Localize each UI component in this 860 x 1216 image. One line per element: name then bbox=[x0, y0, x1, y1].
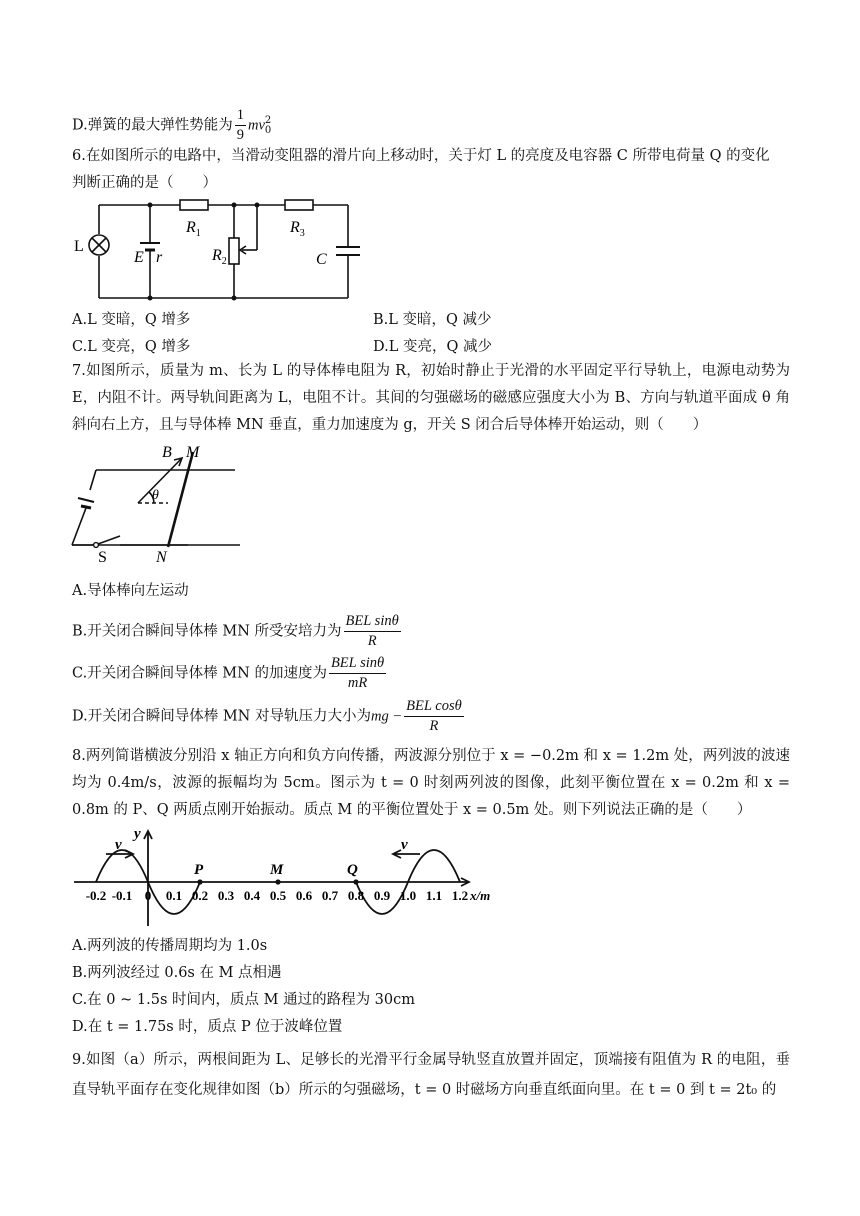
tick-label: 0.1 bbox=[165, 888, 183, 903]
tick-label: 0.5 bbox=[269, 888, 287, 903]
label-R2: $R_2$ bbox=[212, 247, 227, 267]
q5-option-d: D.弹簧的最大弹性势能为 $\frac{1}{9}$ mv 2 0 bbox=[72, 107, 272, 143]
label-theta: θ bbox=[152, 488, 159, 503]
fraction: $\frac{1}{9}$ bbox=[236, 107, 244, 143]
tick-label: 1.2 bbox=[451, 888, 469, 903]
tick-label: 0.4 bbox=[243, 888, 261, 903]
q8-stem: 8.两列简谐横波分别沿 x 轴正方向和负方向传播，两波源分别位于 x = −0.2m 和 x = 1.2m 处，两列波的波速均为 0.4m/s，波源的振幅均为 5cm。图示为 t = 0 时刻两列波的图像，此刻平衡位置在 x = 0.2m 和 x = 0.8m 的 P、Q 两质点刚开始振动。质点 M 的平衡位置处于 x = 0.5m 处。则下列说法正确的是（ ） bbox=[72, 748, 790, 818]
label-E: E bbox=[134, 249, 144, 266]
q8-option-b: B.两列波经过 0.6s 在 M 点相遇 bbox=[72, 965, 282, 981]
q7-option-c: C.开关闭合瞬间导体棒 MN 的加速度为 $\frac{\text{BEL sinθ}}{mR}$ bbox=[72, 655, 385, 691]
label-v-left: v bbox=[115, 837, 122, 853]
label-r: r bbox=[156, 249, 163, 266]
q6-circuit-diagram bbox=[74, 192, 374, 304]
label-v-right: v bbox=[401, 837, 408, 853]
label-Q: Q bbox=[347, 862, 358, 878]
label-C: C bbox=[316, 251, 327, 268]
q8-option-d: D.在 t = 1.75s 时，质点 P 位于波峰位置 bbox=[72, 1019, 343, 1035]
q7-stem: 7.如图所示，质量为 m、长为 L 的导体棒电阻为 R，初始时静止于光滑的水平固定平行导轨上，电源电动势为 E，内阻不计。两导轨间距离为 L，电阻不计。其间的匀强磁场的磁感应强度大小为 B、方向与轨道平面成 θ 角斜向右上方，且与导体棒 MN 垂直，重力加速度为 g，开关 S 闭合后导体棒开始运动，则（ ） bbox=[72, 363, 790, 433]
q6-option-b: B.L 变暗，Q 减少 bbox=[373, 312, 492, 328]
q6-option-a: A.L 变暗，Q 增多 bbox=[72, 312, 191, 328]
label-L: L bbox=[74, 238, 84, 255]
q7-option-d: D.开关闭合瞬间导体棒 MN 对导轨压力大小为mg − $\frac{\text{BEL cosθ}}{R}$ bbox=[72, 698, 462, 734]
q6-option-c: C.L 变亮，Q 增多 bbox=[72, 339, 191, 355]
label-B: B bbox=[162, 444, 172, 461]
q7-option-b: B.开关闭合瞬间导体棒 MN 所受安培力为 $\frac{\text{BEL sinθ}}{R}$ bbox=[72, 613, 399, 649]
tick-label: 0.6 bbox=[295, 888, 313, 903]
fraction: $\frac{\text{BEL sinθ}}{mR}$ bbox=[330, 655, 385, 691]
label-x-unit: x/m bbox=[470, 888, 491, 903]
q8-wave-graph bbox=[70, 822, 500, 930]
tick-label: 0 bbox=[144, 888, 152, 903]
tick-label: -0.2 bbox=[85, 888, 107, 903]
tick-label: 0.3 bbox=[217, 888, 235, 903]
fraction: $\frac{\text{BEL sinθ}}{R}$ bbox=[345, 613, 399, 649]
tick-label: 0.9 bbox=[373, 888, 391, 903]
tick-label: -0.1 bbox=[111, 888, 133, 903]
label-R3: $R_3$ bbox=[290, 219, 305, 239]
fraction: $\frac{\text{BEL cosθ}}{R}$ bbox=[406, 698, 462, 734]
label-R1: $R_1$ bbox=[186, 219, 201, 239]
label-N: N bbox=[156, 549, 167, 566]
tick-label: 0.2 bbox=[191, 888, 209, 903]
q9-stem: 9.如图（a）所示，两根间距为 L、足够长的光滑平行金属导轨竖直放置并固定，顶端接有阻值为 R 的电阻，垂直导轨平面存在变化规律如图（b）所示的匀强磁场，t = 0 时磁场方向垂直纸面向里。在 t = 0 到 t = 2t₀ 的 bbox=[72, 1052, 790, 1098]
tick-label: 1.0 bbox=[399, 888, 417, 903]
label-M: M bbox=[186, 444, 200, 461]
label-M: M bbox=[270, 862, 284, 878]
q8-option-c: C.在 0 ~ 1.5s 时间内，质点 M 通过的路程为 30cm bbox=[72, 992, 415, 1008]
q6-stem-line1: 6.在如图所示的电路中，当滑动变阻器的滑片向上移动时，关于灯 L 的亮度及电容器 C 所带电荷量 Q 的变化 bbox=[72, 148, 770, 164]
q6-stem-line2: 判断正确的是（ ） bbox=[72, 175, 217, 191]
q7-rail-diagram bbox=[68, 440, 248, 572]
tick-label: 1.1 bbox=[425, 888, 443, 903]
q8-option-a: A.两列波的传播周期均为 1.0s bbox=[72, 938, 268, 954]
tick-label: 0.8 bbox=[347, 888, 365, 903]
q6-option-d: D.L 变亮，Q 减少 bbox=[373, 339, 492, 355]
q7-option-a: A.导体棒向左运动 bbox=[72, 583, 189, 599]
tick-label: 0.7 bbox=[321, 888, 339, 903]
label-y: y bbox=[134, 826, 141, 842]
label-P: P bbox=[194, 862, 204, 878]
label-S: S bbox=[98, 549, 107, 566]
